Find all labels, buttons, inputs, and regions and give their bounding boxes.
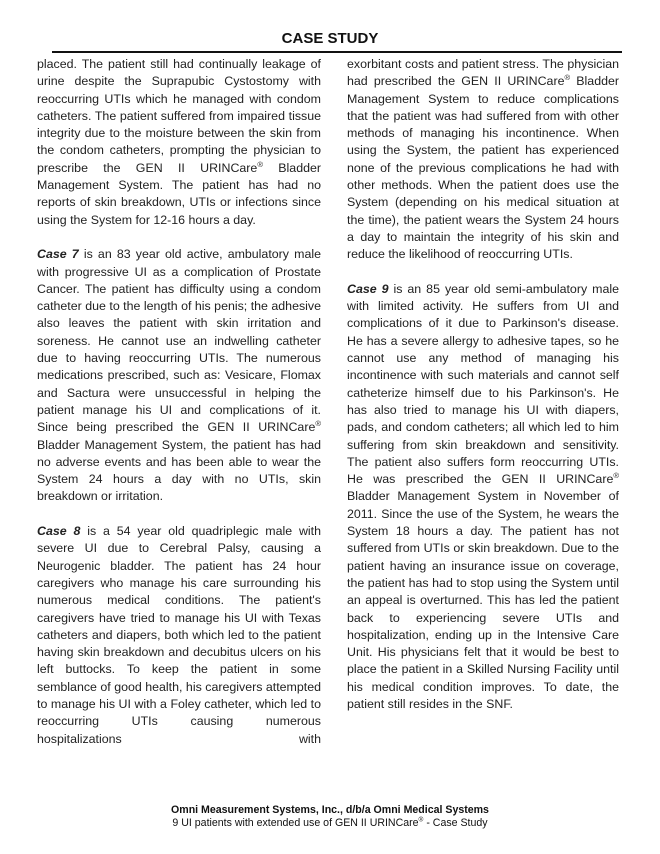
paragraph-continuation — [37, 56, 321, 229]
paragraph-text: is an 85 year old semi-ambulatory male with limited activity. He suffers from UI and complications of it due to Parkinson's disease. He has a severe allergy to adhesive tapes, so he cannot use any method of managing his incontinence with such materials and cannot self catheterize himself due to his Parkinson's. He has also tried to manage his UI with diapers, pads, and condom catheters; all which led to him suffering from skin breakdown and sensitivity. The patient also suffers form reoccurring UTIs. He was prescribed the GEN II URINCare® Bladder Management System in November of 2011. Since the use of the System, he wears the System 18 hours a day. The patient has not suffered from UTIs or skin breakdown. Due to the patient having an insurance issue on coverage, the patient has had to stop using the System until an appeal is overturned. This has led the patient back to experiencing severe UTIs and hospitalization, ending up in the Intensive Care Unit. His physicians felt that it would be best to place the patient in a Skilled Nursing Facility until his medical condition improves. To date, the patient still resides in the SNF. — [347, 281, 619, 711]
document-header — [0, 0, 660, 53]
paragraph-case-9 — [347, 281, 619, 713]
paragraph-case-7 — [37, 246, 321, 505]
document-footer — [0, 804, 660, 829]
paragraph-case-8 — [37, 523, 321, 748]
page-title: CASE STUDY — [281, 30, 379, 47]
paragraph-text: exorbitant costs and patient stress. The physician had prescribed the GEN II URINCare® Bladder Management System to reduce complications that the patient was had suffered from with other methods of managing his incontinence. When using the System, the patient has experienced none of the previous complications he had with other methods. When the patient does use the System (depending on his medical situation at the time), the patient wears the System 24 hours a day to maintain the integrity of his skin and reduce the likelihood of reoccurring UTIs. — [347, 57, 619, 262]
header-divider — [52, 51, 622, 53]
paragraph-text: placed. The patient still had continually leakage of urine despite the Suprapubic Cystostomy with reoccurring UTIs which he managed with condom catheters. The patient suffered from impaired tissue integrity due to the moisture between the skin from the condom catheters, prompting the physician to prescribe the GEN II URINCare® Bladder Management System. The patient has had no reports of skin breakdown, UTIs or infections since using the System for 12-16 hours a day. — [37, 57, 321, 227]
right-column — [347, 56, 619, 748]
footer-document-subtitle: 9 UI patients with extended use of GEN II URINCare® - Case Study — [172, 815, 488, 829]
two-column-body — [37, 56, 660, 748]
footer-company-name: Omni Measurement Systems, Inc., d/b/a Omni Medical Systems — [171, 804, 489, 816]
left-column — [37, 56, 321, 748]
case-7-lead: Case 7 — [37, 247, 79, 262]
case-9-lead: Case 9 — [347, 281, 389, 296]
case-8-lead: Case 8 — [37, 524, 81, 539]
paragraph-continuation — [347, 56, 619, 264]
paragraph-text: is an 83 year old active, ambulatory male with progressive UI as a complication of Prostate Cancer. The patient has difficulty using a condom catheter due to the length of his penis; the adhesive also leaves the patient with skin irritation and soreness. He cannot use an indwelling catheter due to having reoccurring UTIs. The numerous medications prescribed, such as: Vesicare, Flomax and Sactura were unsuccessful in helping the patient manage his UI and complications of it. Since being prescribed the GEN II URINCare® Bladder Management System, the patient has had no adverse events and has been able to wear the System 24 hours a day with no UTIs, skin breakdown or irritation. — [37, 247, 321, 504]
paragraph-text: is a 54 year old quadriplegic male with severe UI due to Cerebral Palsy, causing a Neurogenic bladder. The patient has 24 hour caregivers who manage his care surrounding his numerous medical conditions. The patient's caregivers have tried to manage his UI with Texas catheters and diapers, both which led to the patient having skin breakdown and decubitus ulcers on his left buttocks. To keep the patient in some semblance of good health, his caregivers attempted to manage his UI with a Foley catheter, which led to reoccurring UTIs causing numerous hospitalizations with — [37, 524, 321, 746]
